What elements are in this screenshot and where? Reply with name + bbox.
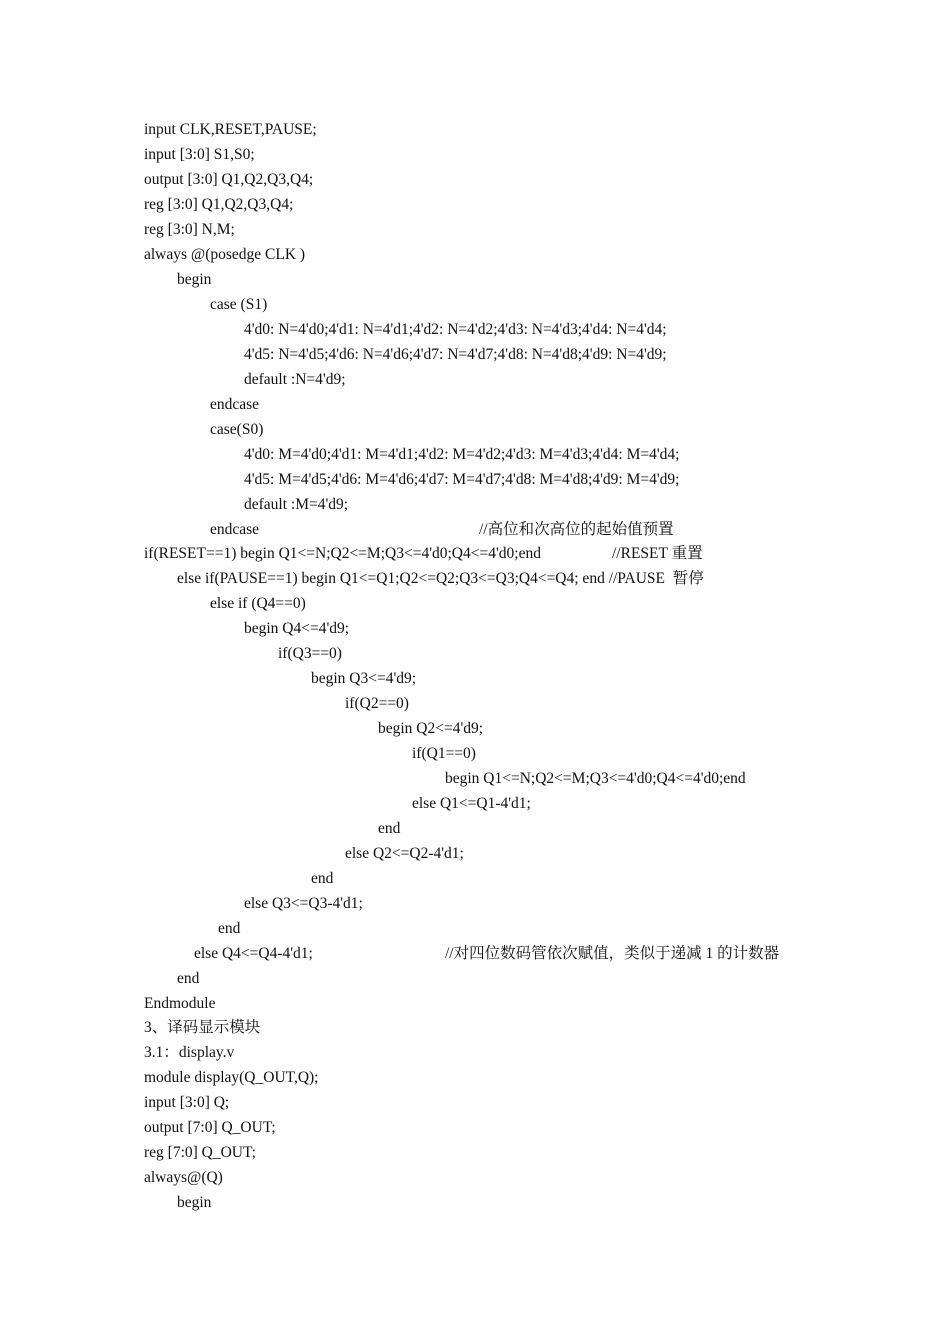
code-line: end: [378, 820, 401, 837]
code-line: begin Q4<=4'd9;: [244, 620, 350, 637]
code-line: else if(PAUSE==1) begin Q1<=Q1;Q2<=Q2;Q3<=Q3;Q4<=Q4; end //PAUSE 暂停: [177, 570, 704, 587]
code-line: if(Q2==0): [345, 695, 409, 712]
code-line: endcase: [210, 396, 260, 413]
code-line: else Q1<=Q1-4'd1;: [412, 795, 531, 812]
code-comment: //RESET 重置: [612, 545, 703, 562]
code-line: 3.1：display.v: [144, 1044, 235, 1061]
code-line: else Q4<=Q4-4'd1;: [194, 945, 313, 962]
code-line: input [3:0] Q;: [144, 1094, 230, 1111]
code-line: reg [3:0] N,M;: [144, 221, 235, 238]
code-line: reg [7:0] Q_OUT;: [144, 1144, 256, 1161]
code-line: begin: [177, 1194, 212, 1211]
code-line: Endmodule: [144, 995, 216, 1012]
code-line: module display(Q_OUT,Q);: [144, 1069, 319, 1086]
code-line: input [3:0] S1,S0;: [144, 146, 255, 163]
code-line: end: [177, 970, 200, 987]
code-line: begin Q3<=4'd9;: [311, 670, 417, 687]
code-line: else Q2<=Q2-4'd1;: [345, 845, 464, 862]
code-comment: //对四位数码管依次赋值，类似于递减 1 的计数器: [445, 945, 780, 962]
code-line: always @(posedge CLK ): [144, 246, 306, 263]
code-line: if(Q3==0): [278, 645, 342, 662]
code-line: 4'd5: N=4'd5;4'd6: N=4'd6;4'd7: N=4'd7;4'd8: N=4'd8;4'd9: N=4'd9;: [244, 346, 667, 363]
code-comment: //高位和次高位的起始值预置: [479, 521, 674, 538]
code-line: output [7:0] Q_OUT;: [144, 1119, 276, 1136]
code-line: 4'd0: M=4'd0;4'd1: M=4'd1;4'd2: M=4'd2;4'd3: M=4'd3;4'd4: M=4'd4;: [244, 446, 680, 463]
code-line: 3、译码显示模块: [144, 1019, 261, 1036]
code-line: if(Q1==0): [412, 745, 476, 762]
code-line: input CLK,RESET,PAUSE;: [144, 121, 317, 138]
code-line: default :N=4'd9;: [244, 371, 346, 388]
code-line: endcase: [210, 521, 260, 538]
code-line: case (S1): [210, 296, 268, 313]
code-line: else Q3<=Q3-4'd1;: [244, 895, 363, 912]
code-line: begin Q1<=N;Q2<=M;Q3<=4'd0;Q4<=4'd0;end: [445, 770, 746, 787]
code-line: end: [311, 870, 334, 887]
code-line: 4'd5: M=4'd5;4'd6: M=4'd6;4'd7: M=4'd7;4'd8: M=4'd8;4'd9: M=4'd9;: [244, 471, 680, 488]
code-line: if(RESET==1) begin Q1<=N;Q2<=M;Q3<=4'd0;Q4<=4'd0;end: [144, 545, 541, 562]
code-line: case(S0): [210, 421, 264, 438]
code-line: else if (Q4==0): [210, 595, 306, 612]
code-line: default :M=4'd9;: [244, 496, 349, 513]
code-line: 4'd0: N=4'd0;4'd1: N=4'd1;4'd2: N=4'd2;4'd3: N=4'd3;4'd4: N=4'd4;: [244, 321, 667, 338]
code-line: begin: [177, 271, 212, 288]
code-line: reg [3:0] Q1,Q2,Q3,Q4;: [144, 196, 294, 213]
code-line: begin Q2<=4'd9;: [378, 720, 484, 737]
code-line: always@(Q): [144, 1169, 223, 1186]
code-line: end: [218, 920, 241, 937]
code-line: output [3:0] Q1,Q2,Q3,Q4;: [144, 171, 314, 188]
